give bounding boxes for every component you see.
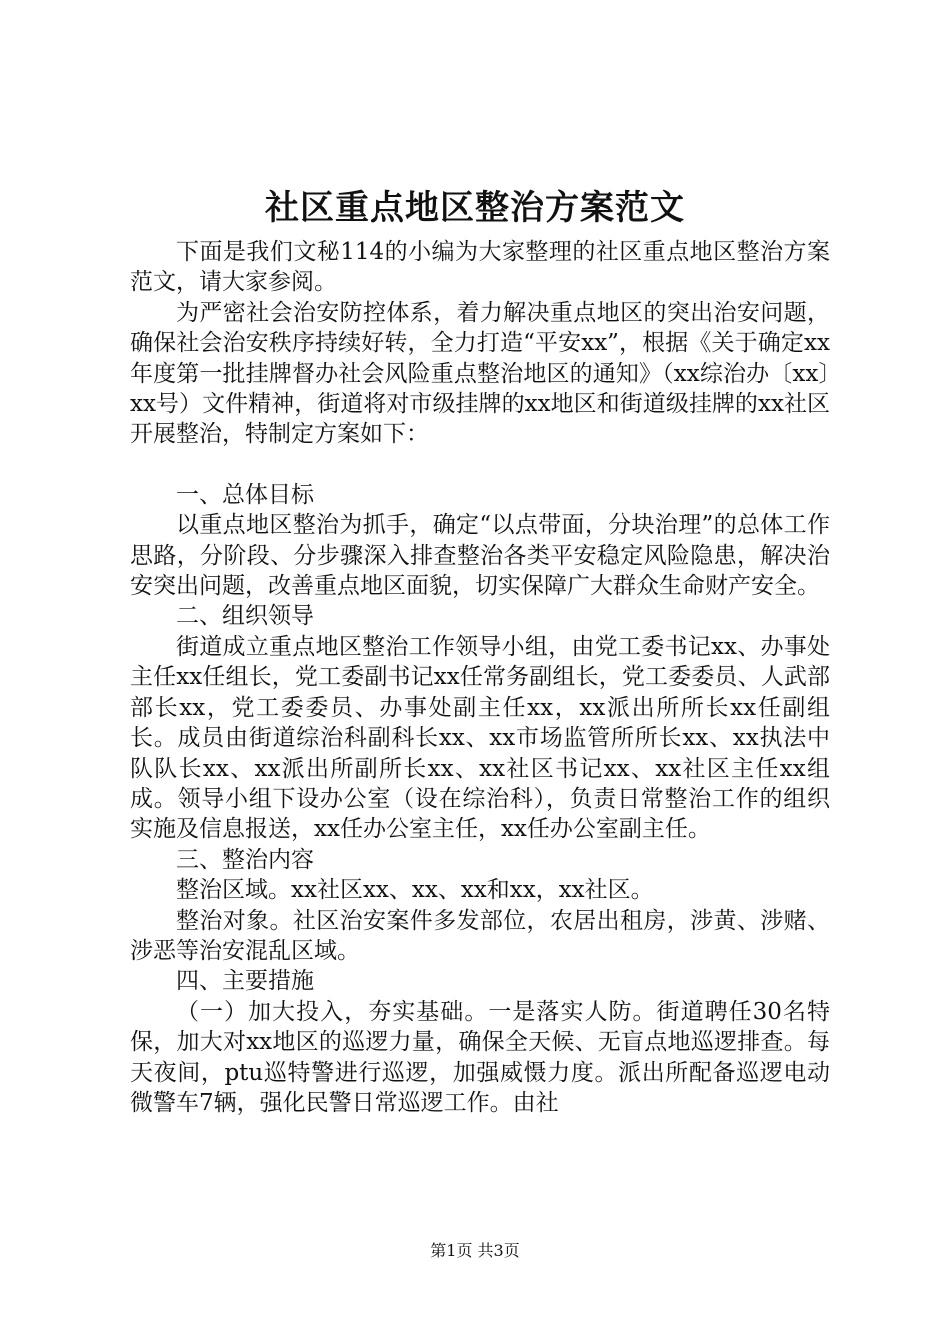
section-heading-measures: 四、主要措施 — [176, 968, 314, 995]
page-number-footer: 第1页 共3页 — [430, 1241, 520, 1260]
document-title: 社区重点地区整治方案范文 — [265, 188, 685, 228]
paragraph-gap — [130, 450, 830, 480]
content-item-targets: 整治对象。社区治安案件多发部位，农居出租房，涉黄、涉赌、涉恶等治安混乱区域。 — [130, 907, 830, 964]
intro-paragraph: 下面是我们文秘114的小编为大家整理的社区重点地区整治方案范文，请大家参阅。 — [130, 239, 830, 296]
section-text-leadership: 街道成立重点地区整治工作领导小组，由党工委书记xx、办事处主任xx任组长，党工委副书记xx任常务副组长，党工委委员、人武部部长xx，党工委委员、办事处副主任xx，xx派出所所长xx任副组长。成员由街道综治科副科长xx、xx市场监管所所长xx、xx执法中队队长xx、xx派出所副所长xx、xx社区书记xx、xx社区主任xx组成。领导小组下设办公室（设在综治科），负责日常整治工作的组织实施及信息报送，xx任办公室主任，xx任办公室副主任。 — [130, 633, 830, 843]
section-heading-content: 三、整治内容 — [176, 846, 314, 873]
document-body — [130, 237, 830, 1118]
section-text-goals: 以重点地区整治为抓手，确定“以点带面，分块治理”的总体工作思路，分阶段、分步骤深入排查整治各类平安稳定风险隐患，解决治安突出问题，改善重点地区面貌，切实保障广大群众生命财产安全。 — [130, 512, 830, 600]
purpose-paragraph: 为严密社会治安防控体系，着力解决重点地区的突出治安问题，确保社会治安秩序持续好转，全力打造“平安xx”，根据《关于确定xx年度第一批挂牌督办社会风险重点整治地区的通知》（xx综治办〔xx〕xx号）文件精神，街道将对市级挂牌的xx地区和街道级挂牌的xx社区开展整治，特制定方案如下： — [130, 299, 830, 448]
content-item-area: 整治区域。xx社区xx、xx、xx和xx，xx社区。 — [176, 877, 654, 904]
section-heading-goals: 一、总体目标 — [176, 481, 314, 508]
section-heading-leadership: 二、组织领导 — [176, 603, 314, 630]
section-text-measures: （一）加大投入，夯实基础。一是落实人防。街道聘任30名特保，加大对xx地区的巡逻力量，确保全天候、无盲点地巡逻排查。每天夜间，ptu巡特警进行巡逻，加强威慑力度。派出所配备巡逻电动微警车7辆，强化民警日常巡逻工作。由社 — [130, 998, 830, 1116]
